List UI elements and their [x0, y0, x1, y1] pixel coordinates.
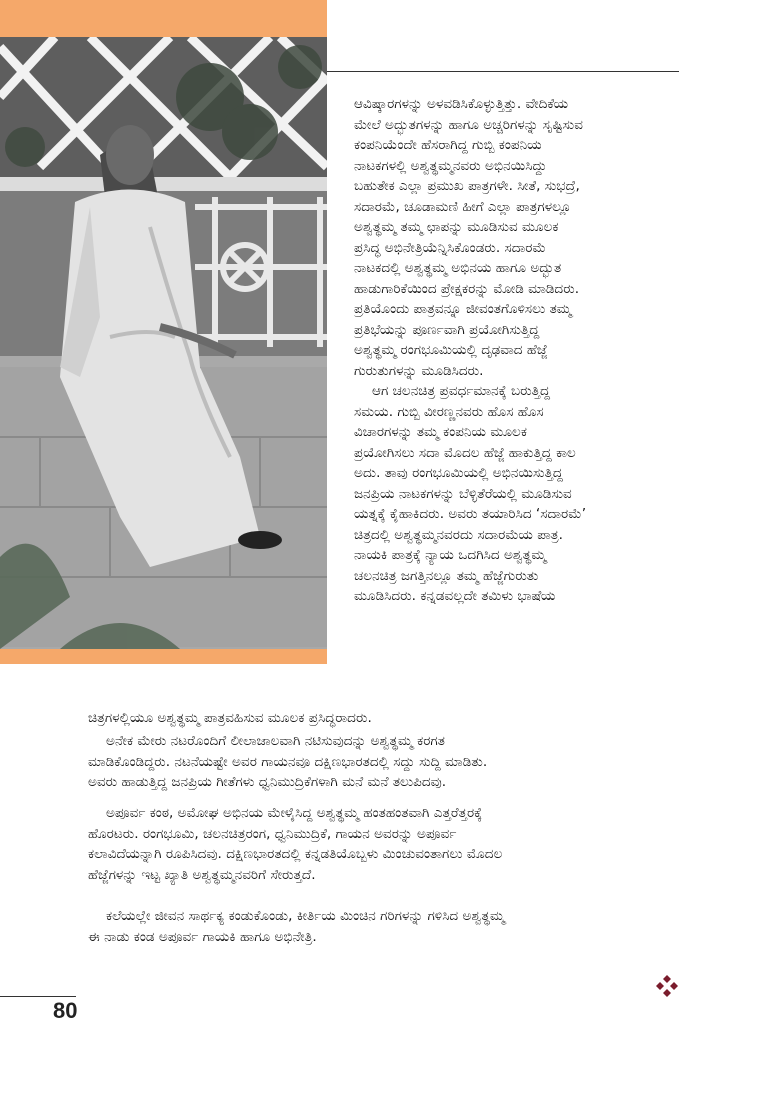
text-line: ಅನೇಕ ಮೇರು ನಟರೊಂದಿಗೆ ಲೀಲಾಜಾಲವಾಗಿ ನಟಿಸುವುದನ್ನು ಅಶ್ವತ್ಥಮ್ಮ ಕರಗತ — [106, 733, 445, 749]
text-line: ಜನಪ್ರಿಯ ನಾಟಕಗಳನ್ನು ಬೆಳ್ಳಿತೆರೆಯಲ್ಲಿ ಮೂಡಿಸುವ — [354, 485, 572, 502]
text-line: ಅಶ್ವತ್ಥಮ್ಮ ರಂಗಭೂಮಿಯಲ್ಲಿ ದೃಢವಾದ ಹೆಜ್ಜೆ — [354, 342, 548, 358]
header-rule — [327, 71, 679, 72]
text-line: ಅಪೂರ್ವ ಕಂಠ, ಅಮೋಘ ಅಭಿನಯ ಮೇಳೈಸಿದ್ದ ಅಶ್ವತ್ಥಮ್ಮ ಹಂತಹಂತವಾಗಿ ಎತ್ತರೆತ್ತರಕ್ಕೆ — [106, 805, 483, 821]
text-line: ಅವರು ಹಾಡುತ್ತಿದ್ದ ಜನಪ್ರಿಯ ಗೀತೆಗಳು ಧ್ವನಿಮುದ್ರಿಕೆಗಳಾಗಿ ಮನೆ ಮನೆ ತಲುಪಿದವು. — [88, 774, 447, 790]
text-line: ಆವಿಷ್ಕಾರಗಳನ್ನು ಅಳವಡಿಸಿಕೊಳ್ಳುತ್ತಿತ್ತು. ವೇದಿಕೆಯ — [354, 96, 569, 112]
text-line: ಕಂಪನಿಯೆಂದೇ ಹೆಸರಾಗಿದ್ದ ಗುಬ್ಬಿ ಕಂಪನಿಯ — [354, 137, 542, 153]
text-line: ಹೆಜ್ಜೆಗಳನ್ನು ಇಟ್ಟ ಖ್ಯಾತಿ ಅಶ್ವತ್ಥಮ್ಮನವರಿಗೆ ಸೇರುತ್ತದೆ. — [88, 866, 316, 883]
text-line: ಮೂಡಿಸಿದರು. ಕನ್ನಡವಲ್ಲದೇ ತಮಿಳು ಭಾಷೆಯ — [354, 588, 556, 604]
text-line: ನಾಟಕಗಳಲ್ಲಿ ಅಶ್ವತ್ಥಮ್ಮನವರು ಅಭಿನಯಿಸಿದ್ದು — [354, 157, 547, 174]
paragraph-2 — [354, 381, 682, 607]
paragraph-4 — [88, 803, 682, 885]
text-line: ಚಲನಚಿತ್ರ ಜಗತ್ತಿನಲ್ಲೂ ತಮ್ಮ ಹೆಜ್ಜೆಗುರುತು — [354, 567, 539, 584]
text-line: ಈ ನಾಡು ಕಂಡ ಅಪೂರ್ವ ಗಾಯಕಿ ಹಾಗೂ ಅಭಿನೇತ್ರಿ. — [88, 928, 317, 945]
text-line: ಪ್ರಯೋಗಿಸಲು ಸದಾ ಮೊದಲ ಹೆಜ್ಜೆ ಹಾಕುತ್ತಿದ್ದ ಕಾಲ — [354, 444, 576, 461]
text-line: ಬಹುತೇಕ ಎಲ್ಲಾ ಪ್ರಮುಖ ಪಾತ್ರಗಳೇ. ಸೀತೆ, ಸುಭದ್ರೆ, — [354, 178, 580, 194]
portrait-photo — [0, 37, 327, 649]
text-line: ಪ್ರತಿಭೆಯನ್ನು ಪೂರ್ಣವಾಗಿ ಪ್ರಯೋಗಿಸುತ್ತಿದ್ದ — [354, 321, 540, 338]
text-line: ಮಾಡಿಕೊಂಡಿದ್ದರು. ನಟನೆಯಷ್ಟೇ ಅವರ ಗಾಯನವೂ ದಕ್ಷಿಣಭಾರತದಲ್ಲಿ ಸದ್ದು ಸುದ್ದಿ ಮಾಡಿತು. — [88, 753, 488, 770]
text-line: ಸದಾರಮೆ, ಚೂಡಾಮಣಿ ಹೀಗೆ ಎಲ್ಲಾ ಪಾತ್ರಗಳಲ್ಲೂ — [354, 198, 572, 215]
text-line: ಆಗ ಚಲನಚಿತ್ರ ಪ್ರವರ್ಧಮಾನಕ್ಕೆ ಬರುತ್ತಿದ್ದ — [372, 383, 551, 399]
diamond-ornament-icon — [656, 975, 678, 997]
text-line: ಕಲಾವಿದೆಯನ್ನಾಗಿ ರೂಪಿಸಿದವು. ದಕ್ಷಿಣಭಾರತದಲ್ಲಿ ಕನ್ನಡತಿಯೊಬ್ಬಳು ಮಿಂಚುವಂತಾಗಲು ಮೊದಲ — [88, 846, 503, 862]
text-line: ಪ್ರತಿಯೊಂದು ಪಾತ್ರವನ್ನೂ ಜೀವಂತಗೊಳಿಸಲು ತಮ್ಮ — [354, 301, 572, 317]
paragraph-1 — [354, 94, 682, 381]
text-line: ನಾಯಕಿ ಪಾತ್ರಕ್ಕೆ ನ್ಯಾಯ ಒದಗಿಸಿದ ಅಶ್ವತ್ಥಮ್ಮ — [354, 547, 547, 563]
portrait-photo-icon — [0, 37, 327, 649]
text-line: ಚಿತ್ರಗಳಲ್ಲಿಯೂ ಅಶ್ವತ್ಥಮ್ಮ ಪಾತ್ರವಹಿಸುವ ಮೂಲಕ ಪ್ರಸಿದ್ಧರಾದರು. — [88, 710, 372, 726]
text-line: ವಿಚಾರಗಳನ್ನು ತಮ್ಮ ಕಂಪನಿಯ ಮೂಲಕ — [354, 424, 527, 440]
paragraph-3 — [88, 731, 682, 793]
text-line: ಹಾಡುಗಾರಿಕೆಯಿಂದ ಪ್ರೇಕ್ಷಕರನ್ನು ಮೋಡಿ ಮಾಡಿದರು. — [354, 280, 580, 297]
top-orange-band — [0, 0, 327, 37]
page-number: 80 — [53, 998, 78, 1023]
footer-rule — [0, 996, 76, 997]
paragraph-2-continued — [88, 708, 682, 729]
text-line: ಹೊರಟರು. ರಂಗಭೂಮಿ, ಚಲನಚಿತ್ರರಂಗ, ಧ್ವನಿಮುದ್ರಿಕೆ, ಗಾಯನ ಅವರನ್ನು ಅಪೂರ್ವ — [88, 825, 457, 842]
text-line: ಅದು. ತಾವು ರಂಗಭೂಮಿಯಲ್ಲಿ ಅಭಿನಯಿಸುತ್ತಿದ್ದ — [354, 465, 563, 481]
text-line: ಚಿತ್ರದಲ್ಲಿ ಅಶ್ವತ್ಥಮ್ಮನವರದು ಸದಾರಮೆಯ ಪಾತ್ರ. — [354, 526, 563, 543]
paragraph-5 — [88, 906, 682, 947]
text-line: ನಾಟಕದಲ್ಲಿ ಅಶ್ವತ್ಥಮ್ಮ ಅಭಿನಯ ಹಾಗೂ ಅದ್ಭುತ — [354, 260, 562, 276]
text-line: ಯತ್ನಕ್ಕೆ ಕೈಹಾಕಿದರು. ಅವರು ತಯಾರಿಸಿದ ‘ಸದಾರಮೆ’ — [354, 506, 587, 522]
text-line: ಗುರುತುಗಳನ್ನು ಮೂಡಿಸಿದರು. — [354, 362, 484, 379]
text-line: ಮೇಲೆ ಅದ್ಭುತಗಳನ್ನು ಹಾಗೂ ಅಚ್ಚರಿಗಳನ್ನು ಸೃಷ್ಟಿಸುವ — [354, 116, 583, 133]
text-line: ಕಲೆಯಲ್ಲೇ ಜೀವನ ಸಾರ್ಥಕ್ಯ ಕಂಡುಕೊಂಡು, ಕೀರ್ತಿಯ ಮಿಂಚಿನ ಗರಿಗಳನ್ನು ಗಳಿಸಿದ ಅಶ್ವತ್ಥಮ್ಮ — [106, 908, 505, 924]
text-line: ಸಮಯ. ಗುಬ್ಬಿ ವೀರಣ್ಣನವರು ಹೊಸ ಹೊಸ — [354, 403, 544, 420]
text-line: ಪ್ರಸಿದ್ಧ ಅಭಿನೇತ್ರಿಯೆನ್ನಿಸಿಕೊಂಡರು. ಸದಾರಮೆ — [354, 239, 546, 256]
text-line: ಅಶ್ವತ್ಥಮ್ಮ ತಮ್ಮ ಛಾಪನ್ನು ಮೂಡಿಸುವ ಮೂಲಕ — [354, 219, 559, 235]
photo-orange-strip — [0, 649, 327, 664]
